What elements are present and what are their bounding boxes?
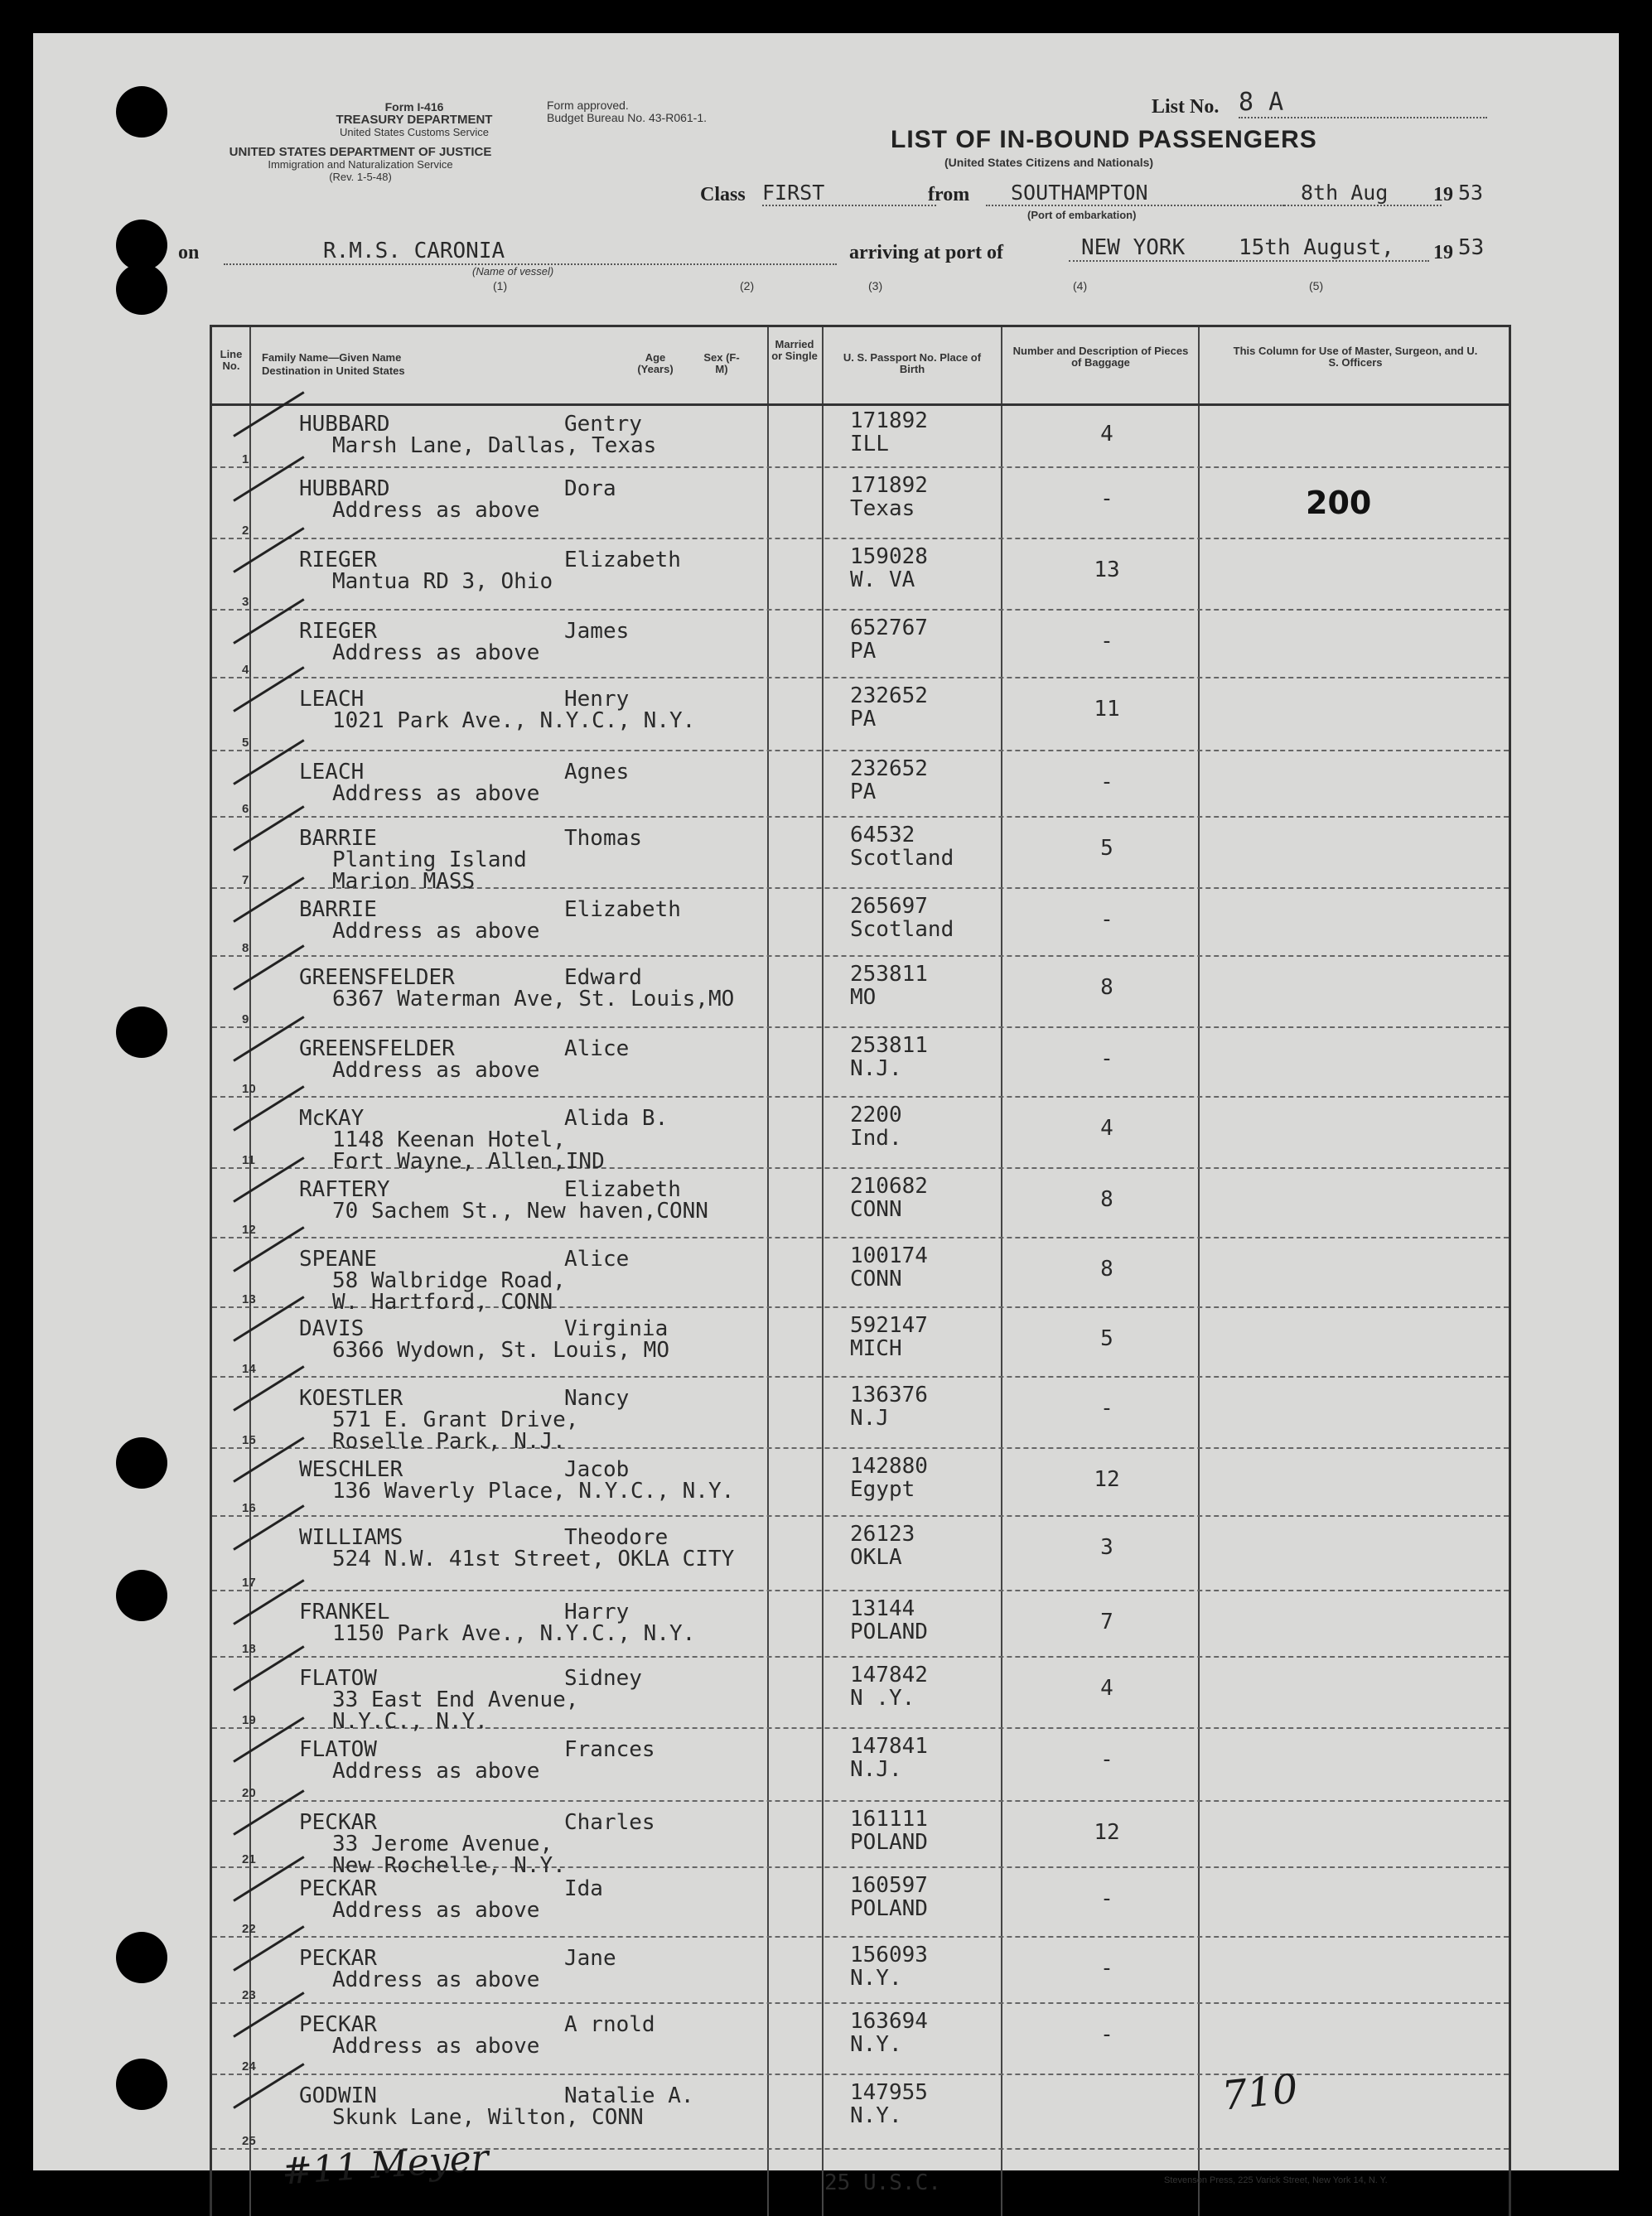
destination: 6367 Waterman Ave, St. Louis,MO (332, 987, 735, 1011)
baggage-count: 12 (1094, 1820, 1120, 1845)
table-row (212, 1308, 1509, 1378)
passport-number: 232652 (850, 756, 928, 781)
given-name: Virginia (564, 1316, 669, 1341)
place-of-birth: CONN (850, 1267, 902, 1291)
handwritten-number: 710 (1220, 2065, 1301, 2120)
baggage-count: 13 (1094, 558, 1120, 582)
destination-line2: Roselle Park, N.J. (332, 1429, 566, 1454)
passport-number: 265697 (850, 894, 928, 919)
line-number: 12 (242, 1223, 256, 1237)
customs-service: United States Customs Service (340, 126, 489, 138)
passport-number: 210682 (850, 1174, 928, 1199)
destination: Address as above (332, 1967, 540, 1992)
col-number-5: (5) (1309, 279, 1324, 292)
given-name: Elizabeth (564, 1177, 681, 1202)
family-name: GODWIN (299, 2083, 377, 2108)
destination: 571 E. Grant Drive, (332, 1407, 579, 1432)
destination: Mantua RD 3, Ohio (332, 569, 553, 594)
passport-number: 253811 (850, 962, 928, 987)
place-of-birth: PA (850, 707, 877, 731)
family-name: LEACH (299, 760, 365, 785)
destination: Marsh Lane, Dallas, Texas (332, 433, 657, 458)
destination-line2: N.Y.C., N.Y. (332, 1709, 488, 1734)
baggage-count: 5 (1100, 1326, 1113, 1351)
binder-hole (116, 263, 167, 315)
place-of-birth: W. VA (850, 567, 915, 592)
place-of-birth: CONN (850, 1197, 902, 1222)
given-name: Natalie A. (564, 2083, 694, 2108)
family-name: FRANKEL (299, 1600, 390, 1625)
table-row (212, 1169, 1509, 1238)
destination: Address as above (332, 498, 540, 523)
destination: 33 East End Avenue, (332, 1687, 579, 1712)
given-name: Alice (564, 1036, 630, 1061)
family-name: GREENSFELDER (299, 965, 455, 990)
passport-number: 100174 (850, 1243, 928, 1268)
passport-number: 142880 (850, 1454, 928, 1479)
binder-hole (116, 1932, 167, 1983)
destination: 1148 Keenan Hotel, (332, 1127, 566, 1152)
from-label: from (928, 184, 970, 205)
table-row (212, 1238, 1509, 1315)
passport-number: 136376 (850, 1383, 928, 1407)
departure-date: 8th Aug (1284, 181, 1442, 206)
given-name: Jane (564, 1946, 616, 1971)
line-number: 14 (242, 1362, 256, 1376)
destination: 6366 Wydown, St. Louis, MO (332, 1338, 669, 1363)
header-age: Age (Years) (637, 351, 674, 375)
on-label: on (178, 242, 200, 263)
header-officers: This Column for Use of Master, Surgeon, and U. S. Officers (1233, 345, 1478, 369)
given-name: Agnes (564, 760, 630, 785)
line-number: 13 (242, 1292, 256, 1306)
passport-number: 64532 (850, 823, 915, 847)
line-number: 20 (242, 1786, 256, 1800)
family-name: HUBBARD (299, 476, 390, 501)
passport-number: 592147 (850, 1313, 928, 1338)
passport-number: 2200 (850, 1103, 902, 1127)
header-baggage: Number and Description of Pieces of Baggage (1012, 345, 1189, 369)
baggage-count: - (1100, 486, 1113, 511)
header-married: Married or Single (771, 338, 818, 362)
ins-service: Immigration and Naturalization Service (268, 158, 453, 171)
passport-number: 163694 (850, 2009, 928, 2034)
binder-hole (116, 1437, 167, 1489)
family-name: SPEANE (299, 1247, 377, 1272)
given-name: Sidney (564, 1666, 642, 1691)
family-name: FLATOW (299, 1666, 377, 1691)
justice-department: UNITED STATES DEPARTMENT OF JUSTICE (229, 145, 492, 159)
given-name: Jacob (564, 1457, 630, 1482)
destination: 70 Sachem St., New haven,CONN (332, 1199, 708, 1224)
passport-number: 147842 (850, 1663, 928, 1687)
destination: Address as above (332, 2034, 540, 2059)
destination: Address as above (332, 781, 540, 806)
table-row (212, 1378, 1509, 1454)
budget-bureau: Budget Bureau No. 43-R061-1. (547, 111, 708, 124)
header-sex: Sex (F-M) (703, 351, 740, 375)
place-of-birth: PA (850, 780, 877, 804)
family-name: PECKAR (299, 2012, 377, 2037)
list-no-value: 8 A (1239, 88, 1487, 118)
place-of-birth: N.Y. (850, 1966, 902, 1991)
family-name: DAVIS (299, 1316, 365, 1341)
handwritten-note: #11 Meyer (280, 2136, 490, 2194)
vessel-name: R.M.S. CARONIA (224, 239, 837, 265)
destination: Skunk Lane, Wilton, CONN (332, 2105, 644, 2130)
table-row (212, 818, 1509, 894)
given-name: Gentry (564, 412, 642, 437)
baggage-count: 4 (1100, 1676, 1113, 1701)
class-label: Class (700, 184, 746, 205)
given-name: Theodore (564, 1525, 669, 1550)
form-approved: Form approved. (547, 99, 629, 112)
arrival-year: 53 (1458, 235, 1485, 260)
given-name: A rnold (564, 2012, 655, 2037)
family-name: FLATOW (299, 1737, 377, 1762)
col-number-4: (4) (1073, 279, 1088, 292)
baggage-count: 7 (1100, 1610, 1113, 1634)
family-name: GREENSFELDER (299, 1036, 455, 1061)
table-row (212, 751, 1509, 818)
given-name: Alida B. (564, 1106, 669, 1131)
passport-number: 156093 (850, 1943, 928, 1967)
header-line-no: Line No. (220, 348, 243, 372)
line-number: 15 (242, 1433, 256, 1447)
given-name: Thomas (564, 826, 642, 851)
table-row (212, 2004, 1509, 2075)
place-of-birth: Scotland (850, 917, 954, 942)
line-number: 10 (242, 1082, 256, 1096)
page-subtitle: (United States Citizens and Nationals) (944, 156, 1154, 169)
place-of-birth: POLAND (850, 1620, 928, 1644)
destination: Planting Island (332, 847, 527, 872)
passport-number: 147841 (850, 1734, 928, 1759)
place-of-birth: PA (850, 639, 877, 664)
table-row (212, 1938, 1509, 2004)
baggage-count: - (1100, 1886, 1113, 1911)
baggage-count: - (1100, 1396, 1113, 1421)
baggage-count: - (1100, 1956, 1113, 1981)
passport-number: 171892 (850, 408, 928, 433)
place-of-birth: MO (850, 985, 877, 1010)
given-name: Nancy (564, 1386, 630, 1411)
line-number: 23 (242, 1988, 256, 2002)
passport-number: 26123 (850, 1522, 915, 1547)
given-name: Harry (564, 1600, 630, 1625)
place-of-birth: ILL (850, 432, 889, 456)
line-number: 9 (242, 1012, 249, 1026)
baggage-count: - (1100, 2022, 1113, 2047)
line-number: 6 (242, 802, 249, 816)
place-of-birth: POLAND (850, 1830, 928, 1855)
passport-number: 171892 (850, 473, 928, 498)
baggage-count: 8 (1100, 1257, 1113, 1282)
binder-hole (116, 86, 167, 138)
passport-number: 161111 (850, 1807, 928, 1832)
given-name: Henry (564, 687, 630, 712)
place-of-birth: OKLA (850, 1545, 902, 1570)
line-number: 4 (242, 663, 249, 677)
table-row (212, 1802, 1509, 1878)
arrival-date: 15th August, (1230, 235, 1429, 262)
place-of-birth: N.Y. (850, 2032, 902, 2057)
given-name: Ida (564, 1876, 603, 1901)
list-no-label: List No. (1152, 96, 1220, 118)
binder-hole (116, 2059, 167, 2110)
place-of-birth: POLAND (850, 1896, 928, 1921)
given-name: Edward (564, 965, 642, 990)
baggage-count: - (1100, 907, 1113, 932)
header-passport: U. S. Passport No. Place of Birth (843, 351, 982, 375)
given-name: Elizabeth (564, 897, 681, 922)
table-row (212, 1658, 1509, 1734)
given-name: James (564, 619, 630, 644)
printer-imprint: Stevenson Press, 225 Varick Street, New York 14, N. Y. (1164, 2175, 1388, 2185)
passport-number: 159028 (850, 544, 928, 569)
departure-year: 53 (1458, 181, 1484, 205)
table-row (212, 1449, 1509, 1517)
stamp-number: 200 (1306, 485, 1372, 521)
line-number: 25 (242, 2134, 256, 2148)
destination: Address as above (332, 1058, 540, 1083)
given-name: Elizabeth (564, 548, 681, 572)
destination: Address as above (332, 1898, 540, 1923)
table-row (212, 2075, 1509, 2150)
table-row (212, 678, 1509, 751)
line-number: 21 (242, 1852, 256, 1866)
table-row (212, 957, 1509, 1028)
family-name: WESCHLER (299, 1457, 403, 1482)
embarkation-note: (Port of embarkation) (1027, 209, 1137, 221)
arrival-port: NEW YORK (1069, 235, 1230, 262)
passport-number: 232652 (850, 683, 928, 708)
check-mark-icon (233, 391, 304, 437)
place-of-birth: Egypt (850, 1477, 915, 1502)
col-number-3: (3) (868, 279, 883, 292)
line-number: 17 (242, 1576, 256, 1590)
family-name: BARRIE (299, 826, 377, 851)
line-number: 1 (242, 452, 249, 466)
destination: 1021 Park Ave., N.Y.C., N.Y. (332, 708, 696, 733)
page-title: LIST OF IN-BOUND PASSENGERS (891, 126, 1317, 153)
passport-number: 160597 (850, 1873, 928, 1898)
family-name: PECKAR (299, 1876, 377, 1901)
destination: Address as above (332, 1759, 540, 1784)
place-of-birth: N.J. (850, 1056, 902, 1081)
line-number: 2 (242, 524, 249, 538)
line-number: 3 (242, 595, 249, 609)
line-number: 18 (242, 1642, 256, 1656)
line-number: 24 (242, 2059, 256, 2074)
destination-line2: W. Hartford, CONN (332, 1290, 553, 1315)
table-row (212, 1591, 1509, 1658)
place-of-birth: Texas (850, 496, 915, 521)
family-name: McKAY (299, 1106, 365, 1131)
form-agency-block (290, 101, 539, 138)
place-of-birth: MICH (850, 1336, 902, 1361)
binder-hole (116, 1007, 167, 1058)
destination: 58 Walbridge Road, (332, 1268, 566, 1293)
baggage-count: - (1100, 629, 1113, 654)
family-name: PECKAR (299, 1810, 377, 1835)
family-name: WILLIAMS (299, 1525, 403, 1550)
line-number: 8 (242, 941, 249, 955)
given-name: Charles (564, 1810, 655, 1835)
form-number: Form I-416 (384, 100, 444, 113)
place-of-birth: N .Y. (850, 1686, 915, 1711)
place-of-birth: N.J. (850, 1757, 902, 1782)
line-number: 22 (242, 1922, 256, 1936)
arriving-label: arriving at port of (849, 242, 1003, 263)
passport-number: 253811 (850, 1033, 928, 1058)
baggage-count: - (1100, 1747, 1113, 1772)
destination: Address as above (332, 640, 540, 665)
place-of-birth: Ind. (850, 1126, 902, 1151)
family-name: KOESTLER (299, 1386, 403, 1411)
binder-hole (116, 1570, 167, 1621)
place-of-birth: N.Y. (850, 2103, 902, 2128)
table-row (212, 611, 1509, 678)
family-name: RIEGER (299, 619, 377, 644)
destination: 33 Jerome Avenue, (332, 1832, 553, 1856)
baggage-count: 8 (1100, 975, 1113, 1000)
line-number: 7 (242, 873, 249, 887)
destination: 1150 Park Ave., N.Y.C., N.Y. (332, 1621, 696, 1646)
line-number: 16 (242, 1501, 256, 1515)
destination-line2: Marion MASS (332, 869, 476, 894)
given-name: Frances (564, 1737, 655, 1762)
document-page (33, 33, 1619, 2195)
passport-number: 147955 (850, 2080, 928, 2105)
passport-number: 652767 (850, 616, 928, 640)
family-name: RAFTERY (299, 1177, 390, 1202)
baggage-count: 5 (1100, 836, 1113, 861)
family-name: HUBBARD (299, 412, 390, 437)
table-row (212, 539, 1509, 611)
baggage-count: 11 (1094, 697, 1120, 722)
baggage-count: 4 (1100, 422, 1113, 447)
footer-code: 25 U.S.C. (824, 2170, 941, 2195)
approval-block (547, 99, 795, 124)
destination-line2: New Rochelle, N.Y. (332, 1853, 566, 1878)
header-family: Family Name—Given Name (262, 351, 402, 364)
table-row (212, 403, 1509, 468)
passport-number: 13144 (850, 1596, 915, 1621)
header-destination: Destination in United States (262, 365, 405, 377)
baggage-count: 8 (1100, 1187, 1113, 1212)
line-number: 19 (242, 1713, 256, 1727)
col-number-2: (2) (740, 279, 755, 292)
family-name: BARRIE (299, 897, 377, 922)
family-name: RIEGER (299, 548, 377, 572)
given-name: Alice (564, 1247, 630, 1272)
place-of-birth: Scotland (850, 846, 954, 871)
baggage-count: - (1100, 770, 1113, 794)
vessel-note: (Name of vessel) (472, 265, 554, 278)
table-row (212, 1729, 1509, 1802)
baggage-count: 3 (1100, 1535, 1113, 1560)
family-name: LEACH (299, 687, 365, 712)
class-value: FIRST (762, 181, 936, 206)
line-number: 5 (242, 736, 249, 750)
place-of-birth: N.J (850, 1406, 889, 1431)
treasury-department: TREASURY DEPARTMENT (336, 113, 493, 127)
destination-line2: Fort Wayne, Allen,IND (332, 1149, 605, 1174)
table-row (212, 1028, 1509, 1098)
baggage-count: 12 (1094, 1467, 1120, 1492)
revision-date: (Rev. 1-5-48) (329, 171, 392, 183)
destination: 524 N.W. 41st Street, OKLA CITY (332, 1547, 735, 1571)
table-row (212, 889, 1509, 957)
baggage-count: - (1100, 1046, 1113, 1071)
departure-year-prefix: 19 (1433, 184, 1453, 205)
table-row (212, 1868, 1509, 1938)
family-name: PECKAR (299, 1946, 377, 1971)
table-row (212, 1517, 1509, 1591)
table-row (212, 1098, 1509, 1174)
col-number-1: (1) (493, 279, 508, 292)
given-name: Dora (564, 476, 616, 501)
justice-block (178, 146, 543, 183)
from-value: SOUTHAMPTON (986, 181, 1284, 206)
destination: 136 Waverly Place, N.Y.C., N.Y. (332, 1479, 735, 1504)
passenger-table (210, 325, 1511, 2216)
baggage-count: 4 (1100, 1116, 1113, 1141)
destination: Address as above (332, 919, 540, 944)
line-number: 11 (242, 1153, 255, 1167)
arrival-year-prefix: 19 (1433, 242, 1453, 263)
